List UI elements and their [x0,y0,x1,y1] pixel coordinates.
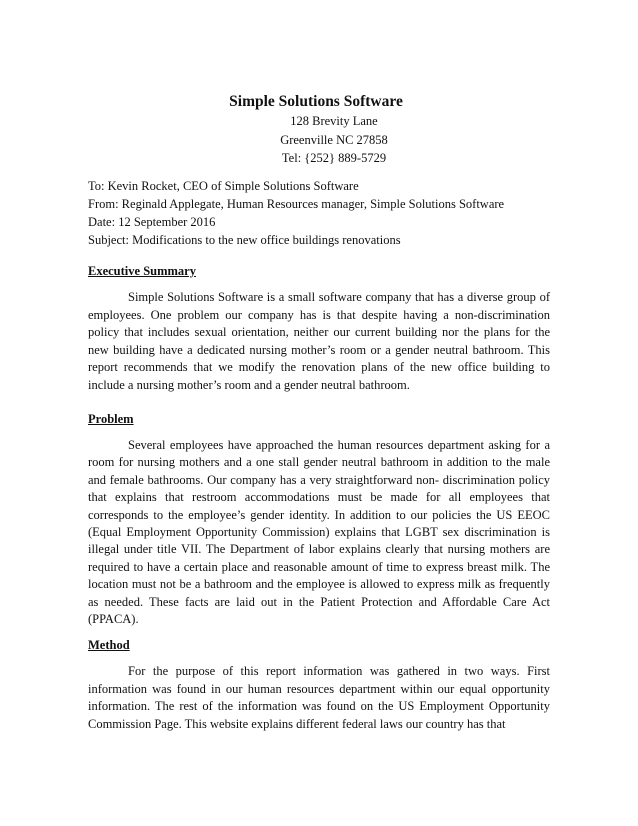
problem-body: Several employees have approached the human resources department asking for a room for nursing mothers and a one stall gender neutral bathroom in addition to the male and female bathrooms. Our company has a very straightforward non- discrimination policy that explains that restroom accommodations must be made for all employees that corresponds to the employee’s gender identity. In addition to our policies the US EEOC (Equal Employment Opportunity Commission) explains that LGBT sex discrimination is illegal under title VII. The Department of labor explains clearly that nursing mothers are required to have a certain place and reasonable amount of time to express breast milk. The location must not be a bathroom and the employee is allowed to express milk as frequently as needed. These facts are laid out in the Patient Protection and Affordable Care Act (PPACA). [88,438,550,627]
memo-block [88,177,558,249]
problem-heading: Problem [88,412,134,426]
executive-summary-body: Simple Solutions Software is a small software company that has a diverse group of employees. One problem our company has is that despite having a non-discrimination policy that includes sexual orientation, neither our current building nor the plans for the new building have a dedicated nursing mother’s room or a gender neutral bathroom. This report recommends that we modify the renovation plans of the new office building to include a nursing mother’s room and a gender neutral bathroom. [88,290,550,392]
problem-section [88,410,550,628]
phone-number: Tel: {252} 889-5729 [281,151,387,165]
method-section [88,636,550,733]
memo-from: From: Reginald Applegate, Human Resources manager, Simple Solutions Software [88,197,505,211]
address-line-2: Greenville NC 27858 [280,132,388,147]
executive-summary-heading: Executive Summary [88,264,196,278]
address-line-1: 128 Brevity Lane [290,114,378,128]
executive-summary-section [88,262,550,395]
memo-to: To: Kevin Rocket, CEO of Simple Solutions Software [88,179,359,193]
method-body: For the purpose of this report information was gathered in two ways. First information was found in our human resources department within our equal opportunity information. The rest of the information was found on the US Employment Opportunity Commission Page. This website explains different federal laws our country has that [88,664,550,731]
memo-subject: Subject: Modifications to the new office buildings renovations [88,233,401,247]
company-name: Simple Solutions Software [229,93,403,110]
method-heading: Method [88,638,130,652]
letterhead [0,92,638,168]
memo-date: Date: 12 September 2016 [88,215,216,229]
